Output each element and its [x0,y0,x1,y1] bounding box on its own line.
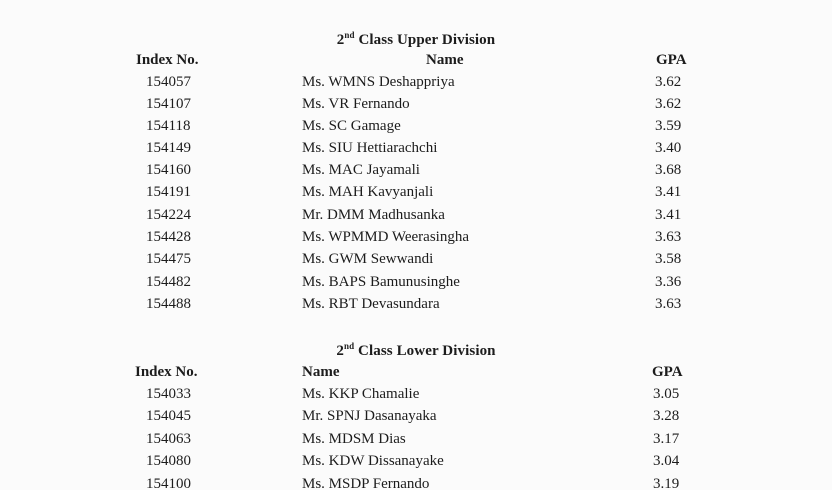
index-cell: 154475 [146,251,191,267]
name-cell: Ms. BAPS Bamunusinghe [302,274,460,290]
cut-off-previous-row [0,0,832,4]
title-ordinal-suffix: nd [344,30,355,40]
table-row [0,140,832,162]
table-header [0,52,832,74]
name-cell: Ms. SIU Hettiarachchi [302,140,438,156]
index-header: Index No. [135,364,198,380]
title-ordinal-suffix: nd [343,341,355,351]
name-cell: Ms. MAH Kavyanjali [302,184,434,200]
table-row [0,184,832,206]
name-cell: Ms. RBT Devasundara [302,296,440,312]
table-row [0,274,832,296]
gpa-header: GPA [656,52,687,68]
gpa-cell: 3.40 [655,140,682,156]
table-row [0,251,832,273]
name-cell: Ms. SC Gamage [302,118,401,134]
gpa-cell: 3.04 [653,453,680,469]
gpa-cell: 3.63 [655,229,682,245]
table-row [0,296,832,318]
table-row [0,431,832,453]
table-row [0,453,832,475]
gpa-cell: 3.41 [655,207,682,223]
title-ordinal-number: 2 [336,343,344,359]
index-cell: 154224 [146,207,191,223]
gpa-cell: 3.28 [653,408,680,424]
name-cell: Ms. VR Fernando [302,96,410,112]
name-cell: Ms. KKP Chamalie [302,386,420,402]
title-text: Class Lower Division [354,343,496,359]
table-header [0,364,832,386]
index-cell: 154033 [146,386,191,402]
index-cell: 154118 [146,118,191,134]
name-header: Name [302,364,340,380]
gpa-cell: 3.58 [655,251,682,267]
gpa-cell: 3.05 [653,386,680,402]
table-row [0,408,832,430]
index-cell: 154428 [146,229,191,245]
index-cell: 154191 [146,184,191,200]
index-cell: 154057 [146,74,191,90]
table-row [0,386,832,408]
index-cell: 154107 [146,96,191,112]
index-cell: 154149 [146,140,191,156]
gpa-cell: 3.63 [655,296,682,312]
gpa-header: GPA [652,364,683,380]
section-title [0,32,832,49]
name-cell: Ms. GWM Sewwandi [302,251,434,267]
name-cell: Mr. SPNJ Dasanayaka [302,408,437,424]
table-row [0,229,832,251]
gpa-cell: 3.59 [655,118,682,134]
index-cell: 154045 [146,408,191,424]
index-cell: 154080 [146,453,191,469]
name-header: Name [426,52,464,68]
gpa-cell: 3.36 [655,274,682,290]
gpa-cell: 3.19 [653,476,680,490]
title-text: Class Upper Division [354,32,496,48]
index-cell: 154100 [146,476,191,490]
table-row [0,118,832,140]
name-cell: Ms. MSDP Fernando [302,476,430,490]
table-row [0,74,832,96]
name-cell: Ms. MDSM Dias [302,431,406,447]
gpa-cell: 3.68 [655,162,682,178]
table-row [0,207,832,229]
title-ordinal-number: 2 [336,32,345,48]
index-cell: 154482 [146,274,191,290]
gpa-cell: 3.17 [653,431,680,447]
index-header: Index No. [136,52,199,68]
index-cell: 154488 [146,296,191,312]
name-cell: Ms. MAC Jayamali [302,162,420,178]
section-title [0,343,832,360]
gpa-cell: 3.62 [655,96,682,112]
name-cell: Mr. DMM Madhusanka [302,207,445,223]
gpa-cell: 3.62 [655,74,682,90]
gpa-cell: 3.41 [655,184,682,200]
table-row [0,96,832,118]
table-row [0,476,832,490]
name-cell: Ms. WMNS Deshappriya [302,74,455,90]
index-cell: 154063 [146,431,191,447]
name-cell: Ms. KDW Dissanayake [302,453,444,469]
index-cell: 154160 [146,162,191,178]
name-cell: Ms. WPMMD Weerasingha [302,229,469,245]
table-row [0,162,832,184]
